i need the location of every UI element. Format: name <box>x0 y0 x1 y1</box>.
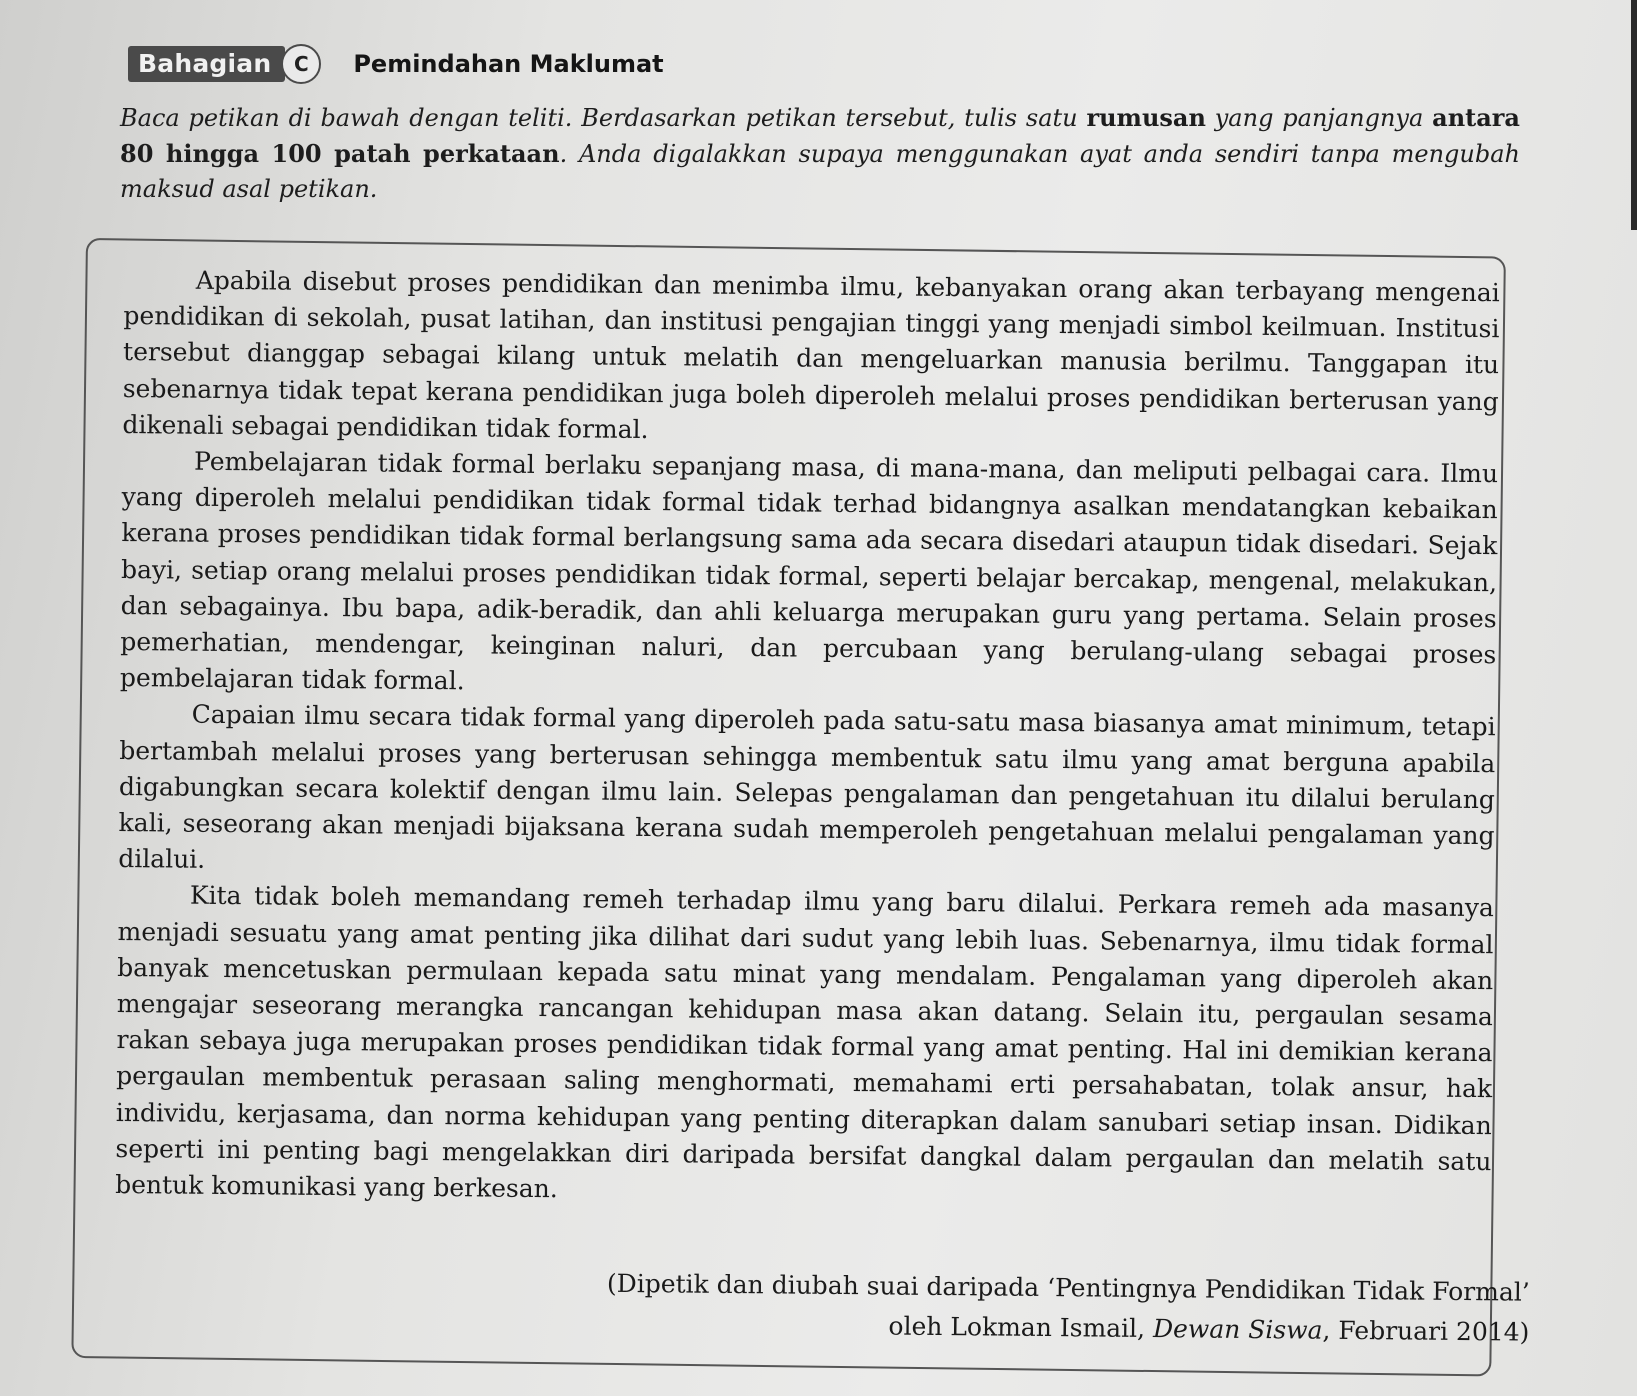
passage <box>115 262 1500 1216</box>
passage-paragraph: Capaian ilmu secara tidak formal yang diperoleh pada satu-satu masa biasanya amat minimum, tetapi bertambah melalui proses yang berterusan sehingga membentuk satu ilmu yang amat berguna apabila digabungkan secara kolektif dengan ilmu lain. Selepas pengalaman dan pengetahuan itu dilalui berulang kali, seseorang akan menjadi bijaksana kerana sudah memperoleh pengetahuan melalui pengalaman yang dilalui. <box>118 700 1496 875</box>
instructions-text-3: . Anda digalakkan supaya menggunakan ayat anda sendiri tanpa mengubah maksud asal petikan. <box>120 140 1521 203</box>
source-date: , Februari 2014) <box>1322 1315 1530 1347</box>
source-citation <box>419 1262 1530 1353</box>
instructions-bold-rumusan: rumusan <box>1086 103 1206 132</box>
source-publication: Dewan Siswa <box>1152 1314 1323 1345</box>
source-author: oleh Lokman Ismail, <box>888 1311 1154 1344</box>
source-line-1: (Dipetik dan diubah suai daripada ‘Pentingnya Pendidikan Tidak Formal’ <box>606 1268 1530 1307</box>
passage-paragraph: Apabila disebut proses pendidikan dan menimba ilmu, kebanyakan orang akan terbayang mengenai pendidikan di sekolah, pusat latihan, dan institusi pengajian tinggi yang menjadi simbol keilmuan. Institusi tersebut dianggap sebagai kilang untuk melatih dan mengeluarkan manusia berilmu. Tanggapan itu sebenarnya tidak tepat kerana pendidikan juga boleh diperoleh melalui proses pendidikan berterusan yang dikenali sebagai pendidikan tidak formal. <box>122 265 1500 444</box>
passage-paragraph: Pembelajaran tidak formal berlaku sepanjang masa, di mana-mana, dan meliputi pelbagai cara. Ilmu yang diperoleh melalui pendidikan tidak formal tidak terhad bidangnya asalkan mendatangkan kebaikan kerana proses pendidikan tidak formal berlangsung sama ada secara disedari ataupun tidak disedari. Sejak bayi, setiap orang melalui proses pendidikan tidak formal, seperti belajar bercakap, mengenal, melakukan, dan sebagainya. Ibu bapa, adik-beradik, dan ahli keluarga merupakan guru yang pertama. Selain proses pemerhatian, mendengar, keinginan naluri, dan percubaan yang berulang-ulang sebagai proses pembelajaran tidak formal. <box>119 446 1499 696</box>
section-header <box>128 44 664 84</box>
page-edge-shadow <box>1631 0 1637 230</box>
passage-paragraph: Kita tidak boleh memandang remeh terhadap ilmu yang baru dilalui. Perkara remeh ada masanya menjadi sesuatu yang amat penting jika dilihat dari sudut yang lebih luas. Sebenarnya, ilmu tidak formal banyak mencetuskan permulaan kepada satu minat yang mendalam. Pengalaman yang diperoleh akan mengajar seseorang merangka rancangan kehidupan masa akan datang. Selain itu, pergaulan sesama rakan sebaya juga merupakan proses pendidikan tidak formal yang amat penting. Hal ini demikian kerana pergaulan membentuk perasaan saling menghormati, memahami erti persahabatan, tolak ansur, hak individu, kerjasama, dan norma kehidupan yang penting diterapkan dalam sanubari setiap insan. Didikan seperti ini penting bagi mengelakkan diri daripada bersifat dangkal dalam pergaulan dan melatih satu bentuk komunikasi yang berkesan. <box>115 881 1494 1204</box>
instructions <box>120 100 1520 207</box>
section-label: Bahagian <box>128 46 285 82</box>
instructions-text-1: Baca petikan di bawah dengan teliti. Berdasarkan petikan tersebut, tulis satu <box>120 104 1087 132</box>
instructions-text-2: yang panjangnya <box>1205 104 1433 132</box>
section-letter-badge: C <box>281 44 321 84</box>
instructions-bold-word-count: antara 80 hingga 100 patah perkataan <box>120 103 1520 168</box>
section-title: Pemindahan Maklumat <box>353 50 664 78</box>
